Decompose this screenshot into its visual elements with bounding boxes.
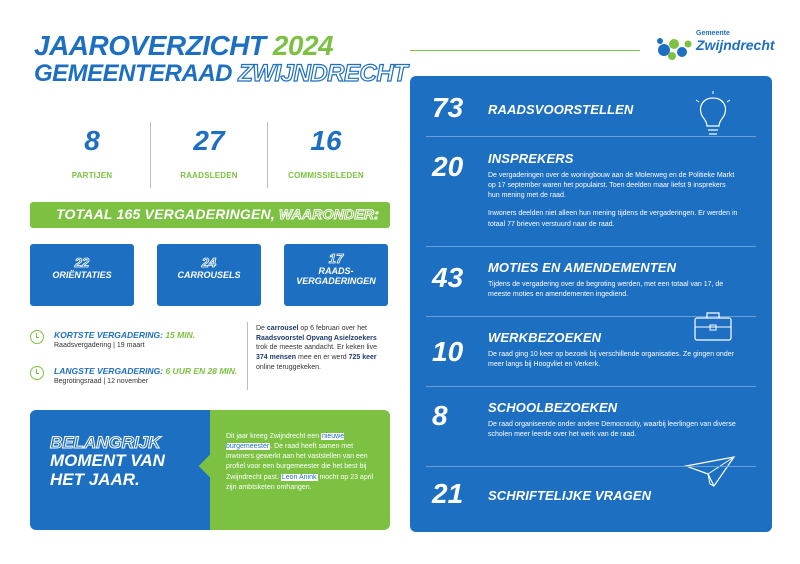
item-heading: INSPREKERS: [488, 151, 574, 166]
gemeente-logo: [654, 28, 774, 64]
item-heading: MOTIES EN AMENDEMENTEN: [488, 260, 677, 275]
meeting-box-carrousels: [157, 244, 261, 306]
meeting-label: CARROUSELS: [177, 270, 241, 280]
item-text: [488, 171, 738, 230]
shortest-meeting: [30, 330, 240, 349]
title-year: 2024: [272, 30, 334, 61]
briefcase-icon: [692, 308, 734, 344]
carr-text: trok de meeste aandacht. Er keken live: [256, 344, 378, 352]
carr-bold: 374 mensen: [256, 353, 297, 361]
carr-text: mee en er werd: [296, 353, 349, 361]
meeting-box-raadsvergaderingen: [284, 244, 388, 306]
meeting-label: ORIËNTATIES: [52, 270, 112, 280]
shortest-label: KORTSTE VERGADERING:: [54, 330, 163, 340]
stat-number: 27: [193, 125, 225, 156]
stat-commissieleden: [268, 122, 384, 188]
item-heading: SCHOOLBEZOEKEN: [488, 400, 618, 415]
item-text: De raad ging 10 keer op bezoek bij verschillende organisaties. Ze gingen onder meer langs bij Hoogvliet en Verkerk.: [488, 351, 734, 369]
moment-text: . De raad heeft samen met inwoners gewerkt aan het vaststellen van een profiel voor een burgemeester die het best bij Zwijndrecht past.: [226, 443, 368, 481]
carrousel-note: [256, 324, 388, 372]
longest-label: LANGSTE VERGADERING:: [54, 366, 164, 376]
lightbulb-icon: [690, 90, 736, 140]
item-number: 21: [432, 478, 464, 509]
moment-highlight: nieuwe burgemeester: [226, 433, 345, 451]
carr-bold: Raadsvoorstel Opvang Asielzoekers: [256, 334, 377, 342]
total-meetings-banner: [30, 202, 390, 228]
header-divider: [410, 50, 640, 51]
separator: [426, 136, 756, 137]
meeting-count: 17: [328, 251, 344, 266]
meeting-count: 24: [201, 255, 217, 270]
item-number: 10: [432, 336, 464, 367]
stat-number: 8: [84, 125, 100, 156]
longest-meeting: [30, 366, 240, 385]
title-zwijndrecht: ZWIJNDRECHT: [238, 60, 408, 87]
item-heading: SCHRIFTELIJKE VRAGEN: [488, 488, 652, 503]
meeting-label: [284, 267, 388, 287]
title-line-1: [34, 32, 407, 60]
carr-text: De: [256, 325, 267, 332]
meeting-count: 22: [74, 255, 90, 270]
longest-value: 6 UUR EN 28 MIN.: [165, 366, 238, 376]
logo-mark-icon: [654, 28, 698, 64]
moment-text: mocht op 23 april zijn ambtsketen omhangen.: [226, 473, 374, 491]
meeting-label-line-2: VERGADERINGEN: [296, 275, 376, 286]
longest-sub: Begrotingsraad | 12 november: [54, 378, 149, 385]
moment-heading-1: BELANGRIJK: [50, 433, 161, 452]
item-number: 8: [432, 400, 448, 431]
item-text: Tijdens de vergadering over de begroting werden, met een totaal van 17, de meeste moties en amendementen ingediend.: [488, 281, 724, 299]
clock-icon: [30, 330, 44, 344]
longest-heading: [54, 366, 240, 376]
logo-text-big: Zwijndrecht: [696, 37, 775, 53]
title-gemeenteraad: GEMEENTERAAD: [34, 60, 233, 87]
carr-text: online teruggekeken.: [256, 363, 321, 371]
shortest-sub: Raadsvergadering | 19 maart: [54, 342, 145, 349]
shortest-value: 15 MIN.: [165, 330, 196, 340]
moment-heading-3: HET JAAR.: [50, 469, 140, 489]
item-number: 43: [432, 262, 464, 293]
item-paragraph-1: De vergaderingen over de woningbouw aan de Molenweg en de Politieke Markt op 17 september waren het populairst. Toen deelden maar liefst 9 insprekers hun mening met de raad.: [488, 172, 735, 200]
stat-label: COMMISSIELEDEN: [288, 170, 364, 180]
meeting-box-orientaties: [30, 244, 134, 306]
banner-total: TOTAAL 165 VERGADERINGEN,: [56, 206, 275, 222]
stat-label: PARTIJEN: [71, 170, 113, 180]
stat-number: 16: [310, 125, 342, 156]
carr-bold: carrousel: [266, 325, 299, 332]
shortest-heading: [54, 330, 240, 340]
moment-heading: [50, 434, 165, 489]
stat-partijen: [34, 122, 151, 188]
clock-icon: [30, 366, 44, 380]
title-jaaroverzicht: JAAROVERZICHT: [34, 30, 266, 61]
item-text: De raad organiseerde onder andere Democracity, waarbij leerlingen van diverse scholen meer leerde over het werk van de raad.: [488, 421, 736, 439]
moment-heading-2: MOMENT VAN: [50, 451, 165, 471]
item-number: 73: [432, 92, 464, 123]
moment-highlight: Leon Anink: [281, 473, 317, 481]
carr-bold: 725 keer: [348, 353, 377, 361]
logo-text-small: Gemeente: [696, 30, 730, 37]
figures-panel: [410, 76, 772, 532]
moment-of-year-panel: [30, 410, 390, 530]
paper-plane-icon: [684, 454, 738, 490]
item-heading: RAADSVOORSTELLEN: [488, 102, 634, 117]
item-paragraph-2: Inwoners deelden niet alleen hun mening tijdens de vergaderingen. Er werden in totaal 77 brieven verstuurd naar de raad.: [488, 210, 738, 228]
separator: [426, 386, 756, 387]
stats-row: [34, 122, 384, 188]
carr-text: op 6 februari over het: [298, 325, 367, 332]
vertical-divider: [247, 322, 248, 390]
item-number: 20: [432, 151, 464, 182]
separator: [426, 466, 756, 467]
separator: [426, 246, 756, 247]
stat-raadsleden: [151, 122, 268, 188]
moment-text: Dit jaar kreeg Zwijndrecht een: [226, 433, 321, 440]
moment-body: [226, 432, 378, 493]
page-title: [34, 32, 407, 86]
item-heading: WERKBEZOEKEN: [488, 330, 602, 345]
stat-label: RAADSLEDEN: [180, 170, 238, 180]
banner-waaronder: WAARONDER:: [279, 206, 380, 222]
title-line-2: [34, 62, 407, 86]
meeting-label-line-1: RAADS-: [318, 266, 354, 276]
